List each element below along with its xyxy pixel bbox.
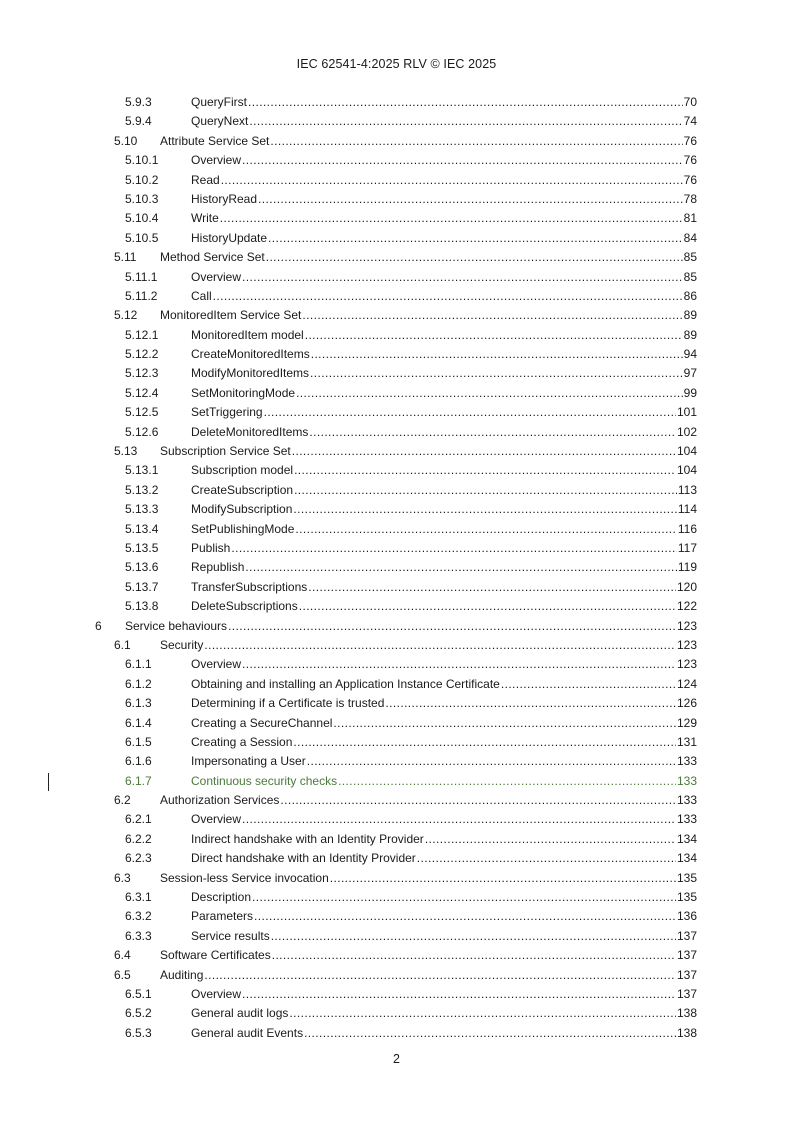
toc-entry-title: Creating a Session bbox=[191, 734, 293, 749]
toc-entry-page: 135 bbox=[676, 890, 697, 905]
toc-entry-number: 5.10.1 bbox=[125, 153, 159, 168]
toc-entry-number: 5.13.7 bbox=[125, 579, 159, 594]
toc-entry-line bbox=[191, 190, 697, 209]
toc-entry-number: 6.4 bbox=[114, 948, 131, 963]
toc-entry-number: 5.9.3 bbox=[125, 95, 152, 109]
toc-entry-page: 89 bbox=[683, 308, 697, 323]
toc-entry-page: 124 bbox=[676, 676, 697, 691]
toc-entry[interactable] bbox=[0, 423, 793, 442]
toc-entry-page: 136 bbox=[676, 909, 697, 924]
toc-entry-line bbox=[191, 849, 697, 868]
toc-entry-title: Continuous security checks bbox=[191, 773, 338, 788]
toc-entry-line bbox=[191, 985, 697, 1004]
toc-entry-line bbox=[160, 306, 697, 325]
toc-entry-number: 6.2.2 bbox=[125, 831, 152, 846]
toc-entry-title: SetMonitoringMode bbox=[191, 385, 296, 400]
toc-dot-leader bbox=[242, 985, 676, 1004]
toc-entry[interactable] bbox=[0, 151, 793, 170]
toc-entry-title: CreateSubscription bbox=[191, 482, 294, 497]
toc-entry-number: 5.13.4 bbox=[125, 521, 159, 536]
toc-dot-leader bbox=[204, 636, 676, 655]
toc-entry[interactable] bbox=[0, 171, 793, 190]
toc-entry-number: 5.12 bbox=[114, 308, 138, 323]
toc-entry-title: ModifyMonitoredItems bbox=[191, 366, 310, 381]
toc-entry-page: 85 bbox=[683, 250, 697, 265]
toc-entry-page: 133 bbox=[676, 793, 697, 808]
toc-entry[interactable] bbox=[0, 461, 793, 480]
toc-entry[interactable] bbox=[0, 791, 793, 810]
toc-entry-line bbox=[191, 112, 697, 131]
toc-entry[interactable] bbox=[0, 888, 793, 907]
toc-entry-number: 5.13.8 bbox=[125, 599, 159, 614]
toc-entry-number: 6.2.1 bbox=[125, 812, 152, 827]
toc-entry-page: 101 bbox=[676, 405, 697, 420]
toc-entry-title: DeleteSubscriptions bbox=[191, 599, 298, 614]
toc-entry-title: Creating a SecureChannel bbox=[191, 715, 333, 730]
toc-entry-number: 6.2 bbox=[114, 793, 131, 808]
toc-entry-line bbox=[191, 694, 697, 713]
toc-entry-page: 114 bbox=[677, 502, 697, 517]
toc-dot-leader bbox=[417, 849, 676, 868]
toc-entry-number: 6.5.2 bbox=[125, 1006, 152, 1021]
toc-dot-leader bbox=[252, 888, 676, 907]
toc-entry-line bbox=[191, 481, 697, 500]
toc-entry-number: 6.5 bbox=[114, 967, 131, 982]
page-number: 2 bbox=[393, 1052, 400, 1066]
toc-entry-page: 120 bbox=[676, 579, 697, 594]
toc-entry[interactable] bbox=[0, 1024, 793, 1043]
toc-entry-line bbox=[191, 500, 697, 519]
toc-entry[interactable] bbox=[0, 733, 793, 752]
toc-entry-number: 5.11.2 bbox=[125, 288, 158, 303]
toc-entry-number: 6.5.3 bbox=[125, 1025, 152, 1040]
toc-entry-number: 6.1.2 bbox=[125, 676, 152, 691]
toc-entry-line bbox=[191, 151, 697, 170]
toc-dot-leader bbox=[304, 1024, 676, 1043]
toc-entry[interactable] bbox=[0, 520, 793, 539]
toc-entry-line bbox=[160, 636, 697, 655]
toc-entry-number: 5.9.4 bbox=[125, 114, 152, 129]
toc-dot-leader bbox=[220, 209, 683, 228]
toc-entry-page: 76 bbox=[683, 153, 697, 168]
toc-entry-number: 6.1.6 bbox=[125, 754, 152, 769]
toc-entry-number: 5.10.4 bbox=[125, 211, 159, 226]
toc-entry-number: 5.10.5 bbox=[125, 230, 159, 245]
toc-entry-line bbox=[191, 539, 697, 558]
toc-entry-page: 70 bbox=[683, 95, 697, 109]
toc-entry-line bbox=[191, 520, 697, 539]
toc-dot-leader bbox=[231, 539, 677, 558]
toc-entry-number: 6.5.1 bbox=[125, 986, 152, 1001]
toc-entry-line bbox=[160, 946, 697, 965]
toc-entry[interactable] bbox=[0, 93, 793, 112]
toc-entry-title: Overview bbox=[191, 657, 242, 672]
toc-entry-title: Write bbox=[191, 211, 219, 226]
toc-entry-page: 122 bbox=[676, 599, 697, 614]
toc-dot-leader bbox=[294, 461, 676, 480]
toc-entry[interactable] bbox=[0, 849, 793, 868]
toc-entry-title: HistoryUpdate bbox=[191, 230, 268, 245]
toc-entry-number: 6.1.4 bbox=[125, 715, 152, 730]
toc-entry-number: 5.13.5 bbox=[125, 540, 159, 555]
toc-entry[interactable] bbox=[0, 209, 793, 228]
toc-entry-page: 104 bbox=[676, 463, 697, 478]
toc-entry-title: Description bbox=[191, 890, 252, 905]
toc-entry-page: 137 bbox=[676, 928, 697, 943]
toc-entry-number: 6.3.3 bbox=[125, 928, 152, 943]
toc-dot-leader bbox=[296, 384, 683, 403]
toc-entry-title: Parameters bbox=[191, 909, 254, 924]
toc-entry-page: 119 bbox=[677, 560, 697, 575]
toc-entry-line bbox=[191, 675, 697, 694]
toc-entry-number: 5.11 bbox=[114, 250, 137, 265]
toc-entry-title: Service behaviours bbox=[125, 618, 228, 633]
toc-entry-title: CreateMonitoredItems bbox=[191, 347, 310, 362]
toc-dot-leader bbox=[338, 772, 676, 791]
toc-dot-leader bbox=[293, 733, 676, 752]
page-header: IEC 62541-4:2025 RLV © IEC 2025 bbox=[296, 57, 497, 71]
toc-entry-page: 137 bbox=[676, 967, 697, 982]
toc-entry-number: 5.12.5 bbox=[125, 405, 159, 420]
toc-entry-line bbox=[160, 869, 697, 888]
toc-entry-number: 6.3 bbox=[114, 870, 131, 885]
toc-dot-leader bbox=[254, 907, 676, 926]
toc-entry-title: Call bbox=[191, 288, 212, 303]
toc-entry[interactable] bbox=[0, 442, 793, 461]
toc-entry-number: 6.1.1 bbox=[125, 657, 152, 672]
toc-entry-title: Read bbox=[191, 172, 220, 187]
toc-entry[interactable] bbox=[0, 578, 793, 597]
toc-dot-leader bbox=[204, 966, 676, 985]
toc-entry-number: 5.10.3 bbox=[125, 191, 159, 206]
toc-entry-line bbox=[191, 907, 697, 926]
toc-entry-page: 113 bbox=[677, 482, 697, 497]
toc-dot-leader bbox=[293, 500, 676, 519]
toc-entry-line bbox=[160, 966, 697, 985]
toc-entry-number: 5.12.4 bbox=[125, 385, 159, 400]
toc-dot-leader bbox=[266, 248, 683, 267]
toc-entry[interactable] bbox=[0, 927, 793, 946]
toc-entry-title: Subscription model bbox=[191, 463, 294, 478]
toc-dot-leader bbox=[501, 675, 676, 694]
toc-entry-title: Subscription Service Set bbox=[160, 444, 291, 459]
toc-entry-number: 6.1.3 bbox=[125, 696, 152, 711]
toc-dot-leader bbox=[289, 1004, 676, 1023]
toc-dot-leader bbox=[333, 714, 676, 733]
toc-entry-line bbox=[191, 1024, 697, 1043]
toc-dot-leader bbox=[213, 287, 683, 306]
toc-entry-title: QueryNext bbox=[191, 114, 249, 129]
toc-entry-title: DeleteMonitoredItems bbox=[191, 424, 309, 439]
toc-entry-number: 5.13 bbox=[114, 444, 138, 459]
toc-dot-leader bbox=[308, 578, 676, 597]
toc-entry-page: 126 bbox=[676, 696, 697, 711]
revision-change-bar bbox=[48, 773, 49, 791]
toc-entry-title: Obtaining and installing an Application Instance Certificate bbox=[191, 676, 500, 691]
toc-dot-leader bbox=[268, 229, 683, 248]
toc-entry[interactable] bbox=[0, 539, 793, 558]
toc-entry-number: 5.12.3 bbox=[125, 366, 159, 381]
toc-entry-line bbox=[191, 268, 697, 287]
toc-entry-page: 134 bbox=[676, 851, 697, 866]
toc-entry[interactable] bbox=[0, 810, 793, 829]
toc-entry-line bbox=[191, 403, 697, 422]
toc-entry-number: 5.13.3 bbox=[125, 502, 159, 517]
toc-entry[interactable] bbox=[0, 946, 793, 965]
toc-entry-page: 133 bbox=[676, 812, 697, 827]
toc-entry-page: 84 bbox=[683, 230, 697, 245]
toc-entry-title: Auditing bbox=[160, 967, 204, 982]
toc-dot-leader bbox=[242, 655, 676, 674]
toc-entry[interactable] bbox=[0, 384, 793, 403]
toc-entry-page: 137 bbox=[676, 948, 697, 963]
toc-entry-page: 104 bbox=[676, 444, 697, 459]
toc-entry[interactable] bbox=[0, 772, 793, 791]
toc-dot-leader bbox=[258, 190, 683, 209]
toc-entry-page: 138 bbox=[676, 1025, 697, 1040]
toc-entry[interactable] bbox=[0, 694, 793, 713]
toc-entry-page: 138 bbox=[676, 1006, 697, 1021]
toc-entry[interactable] bbox=[0, 248, 793, 267]
toc-entry-title: General audit Events bbox=[191, 1025, 304, 1040]
toc-dot-leader bbox=[249, 112, 682, 131]
toc-entry[interactable] bbox=[0, 364, 793, 383]
toc-entry-page: 137 bbox=[676, 986, 697, 1001]
toc-entry-page: 85 bbox=[683, 269, 697, 284]
toc-entry-title: QueryFirst bbox=[191, 95, 248, 109]
toc-entry[interactable] bbox=[0, 287, 793, 306]
toc-entry-title: MonitoredItem model bbox=[191, 327, 304, 342]
toc-entry-page: 89 bbox=[683, 327, 697, 342]
toc-entry-title: Method Service Set bbox=[160, 250, 265, 265]
toc-entry-line bbox=[160, 442, 697, 461]
toc-entry-page: 76 bbox=[683, 172, 697, 187]
toc-entry-number: 6.1 bbox=[114, 637, 131, 652]
toc-entry-page: 133 bbox=[676, 754, 697, 769]
toc-dot-leader bbox=[294, 481, 677, 500]
toc-dot-leader bbox=[242, 268, 683, 287]
toc-entry-page: 99 bbox=[683, 385, 697, 400]
toc-dot-leader bbox=[245, 558, 676, 577]
toc-entry-title: Publish bbox=[191, 540, 231, 555]
toc-entry-title: HistoryRead bbox=[191, 191, 258, 206]
toc-entry-page: 133 bbox=[676, 773, 697, 788]
toc-entry[interactable] bbox=[0, 907, 793, 926]
toc-entry-number: 5.13.2 bbox=[125, 482, 159, 497]
toc-entry-number: 5.11.1 bbox=[125, 269, 158, 284]
toc-entry-line bbox=[160, 132, 697, 151]
toc-entry-title: ModifySubscription bbox=[191, 502, 293, 517]
toc-entry[interactable] bbox=[0, 229, 793, 248]
toc-dot-leader bbox=[311, 345, 683, 364]
toc-entry-page: 131 bbox=[676, 734, 697, 749]
toc-entry-title: Service results bbox=[191, 928, 270, 943]
toc-entry-page: 78 bbox=[683, 191, 697, 206]
toc-entry-line bbox=[191, 810, 697, 829]
toc-entry-line bbox=[191, 772, 697, 791]
toc-entry-title: SetTriggering bbox=[191, 405, 263, 420]
toc-entry-number: 6.1.7 bbox=[125, 773, 152, 788]
toc-entry[interactable] bbox=[0, 345, 793, 364]
toc-entry-title: Republish bbox=[191, 560, 245, 575]
toc-entry-line bbox=[191, 171, 697, 190]
toc-entry[interactable] bbox=[0, 966, 793, 985]
toc-entry-line bbox=[191, 578, 697, 597]
toc-entry-line bbox=[160, 248, 697, 267]
toc-entry[interactable] bbox=[0, 636, 793, 655]
toc-entry-number: 6.3.1 bbox=[125, 890, 152, 905]
toc-entry-page: 134 bbox=[676, 831, 697, 846]
toc-entry-page: 123 bbox=[676, 618, 697, 633]
toc-entry[interactable] bbox=[0, 500, 793, 519]
toc-entry-line bbox=[125, 617, 697, 636]
toc-entry-page: 94 bbox=[683, 347, 697, 362]
toc-entry[interactable] bbox=[0, 326, 793, 345]
toc-entry-line bbox=[191, 461, 697, 480]
toc-entry[interactable] bbox=[0, 190, 793, 209]
toc-dot-leader bbox=[310, 364, 683, 383]
toc-entry-page: 129 bbox=[676, 715, 697, 730]
toc-entry[interactable] bbox=[0, 714, 793, 733]
toc-entry-number: 5.13.6 bbox=[125, 560, 159, 575]
toc-entry-number: 6 bbox=[95, 618, 102, 633]
toc-entry-page: 81 bbox=[683, 211, 697, 226]
toc-dot-leader bbox=[299, 597, 676, 616]
toc-entry-page: 76 bbox=[683, 133, 697, 148]
toc-entry[interactable] bbox=[0, 403, 793, 422]
toc-dot-leader bbox=[295, 520, 676, 539]
toc-entry-line bbox=[191, 1004, 697, 1023]
toc-dot-leader bbox=[309, 423, 676, 442]
toc-entry[interactable] bbox=[0, 617, 793, 636]
toc-entry-page: 117 bbox=[677, 540, 697, 555]
toc-entry-page: 97 bbox=[683, 366, 697, 381]
toc-entry[interactable] bbox=[0, 268, 793, 287]
toc-dot-leader bbox=[242, 810, 676, 829]
toc-entry-page: 74 bbox=[683, 114, 697, 129]
toc-entry-page: 123 bbox=[676, 637, 697, 652]
toc-entry[interactable] bbox=[0, 830, 793, 849]
toc-entry[interactable] bbox=[0, 869, 793, 888]
toc-entry-line bbox=[191, 733, 697, 752]
toc-dot-leader bbox=[272, 946, 676, 965]
toc-entry-line bbox=[191, 423, 697, 442]
toc-entry-title: Session-less Service invocation bbox=[160, 870, 329, 885]
toc-entry-page: 102 bbox=[676, 424, 697, 439]
toc-entry-page: 123 bbox=[676, 657, 697, 672]
toc-entry[interactable] bbox=[0, 655, 793, 674]
toc-entry[interactable] bbox=[0, 306, 793, 325]
toc-entry-title: Determining if a Certificate is trusted bbox=[191, 696, 385, 711]
toc-entry-title: Direct handshake with an Identity Provider bbox=[191, 851, 416, 866]
toc-entry[interactable] bbox=[0, 132, 793, 151]
toc-entry-line bbox=[191, 93, 697, 112]
toc-entry[interactable] bbox=[0, 675, 793, 694]
toc-entry[interactable] bbox=[0, 752, 793, 771]
toc-dot-leader bbox=[270, 132, 682, 151]
toc-entry-number: 5.12.6 bbox=[125, 424, 159, 439]
toc-entry-title: Overview bbox=[191, 986, 242, 1001]
toc-entry-number: 6.2.3 bbox=[125, 851, 152, 866]
toc-entry-line bbox=[191, 229, 697, 248]
toc-dot-leader bbox=[292, 442, 676, 461]
toc-entry-line bbox=[191, 888, 697, 907]
toc-entry[interactable] bbox=[0, 597, 793, 616]
toc-entry-title: Attribute Service Set bbox=[160, 133, 270, 148]
toc-entry-title: SetPublishingMode bbox=[191, 521, 295, 536]
toc-dot-leader bbox=[248, 93, 683, 112]
toc-dot-leader bbox=[242, 151, 683, 170]
toc-entry-title: MonitoredItem Service Set bbox=[160, 308, 302, 323]
toc-entry-page: 86 bbox=[683, 288, 697, 303]
toc-entry-line bbox=[191, 364, 697, 383]
toc-entry-line bbox=[191, 830, 697, 849]
toc-entry-title: Overview bbox=[191, 812, 242, 827]
toc-entry-line bbox=[160, 791, 697, 810]
toc-entry-line bbox=[191, 345, 697, 364]
toc-dot-leader bbox=[228, 617, 676, 636]
toc-entry-line bbox=[191, 655, 697, 674]
toc-dot-leader bbox=[307, 752, 676, 771]
toc-entry-line bbox=[191, 714, 697, 733]
toc-entry-line bbox=[191, 927, 697, 946]
toc-entry-line bbox=[191, 209, 697, 228]
toc-entry-title: Authorization Services bbox=[160, 793, 280, 808]
toc-entry-title: Impersonating a User bbox=[191, 754, 306, 769]
toc-entry-number: 6.1.5 bbox=[125, 734, 152, 749]
toc-dot-leader bbox=[280, 791, 676, 810]
toc-dot-leader bbox=[302, 306, 682, 325]
toc-entry-line bbox=[191, 326, 697, 345]
toc-dot-leader bbox=[305, 326, 683, 345]
toc-entry[interactable] bbox=[0, 558, 793, 577]
toc-dot-leader bbox=[264, 403, 676, 422]
toc-entry[interactable] bbox=[0, 112, 793, 131]
toc-dot-leader bbox=[221, 171, 683, 190]
toc-entry-number: 5.12.2 bbox=[125, 347, 159, 362]
toc-entry-title: Indirect handshake with an Identity Provider bbox=[191, 831, 424, 846]
toc-entry[interactable] bbox=[0, 1004, 793, 1023]
toc-entry-title: Overview bbox=[191, 153, 242, 168]
toc-entry-line bbox=[191, 287, 697, 306]
toc-dot-leader bbox=[271, 927, 676, 946]
toc-entry-number: 5.10 bbox=[114, 133, 138, 148]
toc-entry-title: General audit logs bbox=[191, 1006, 289, 1021]
toc-entry-number: 5.12.1 bbox=[125, 327, 159, 342]
toc-entry-line bbox=[191, 752, 697, 771]
toc-dot-leader bbox=[330, 869, 676, 888]
toc-entry-number: 5.13.1 bbox=[125, 463, 159, 478]
table-of-contents bbox=[0, 93, 793, 1043]
toc-entry-number: 6.3.2 bbox=[125, 909, 152, 924]
toc-dot-leader bbox=[385, 694, 676, 713]
toc-entry-page: 135 bbox=[676, 870, 697, 885]
toc-entry-number: 5.10.2 bbox=[125, 172, 159, 187]
toc-entry-line bbox=[191, 558, 697, 577]
toc-entry[interactable] bbox=[0, 481, 793, 500]
toc-dot-leader bbox=[425, 830, 676, 849]
toc-entry-title: TransferSubscriptions bbox=[191, 579, 308, 594]
toc-entry-line bbox=[191, 597, 697, 616]
toc-entry-page: 116 bbox=[677, 521, 697, 536]
toc-entry-line bbox=[191, 384, 697, 403]
toc-entry-title: Software Certificates bbox=[160, 948, 271, 963]
toc-entry-title: Overview bbox=[191, 269, 242, 284]
toc-entry-title: Security bbox=[160, 637, 204, 652]
toc-entry[interactable] bbox=[0, 985, 793, 1004]
